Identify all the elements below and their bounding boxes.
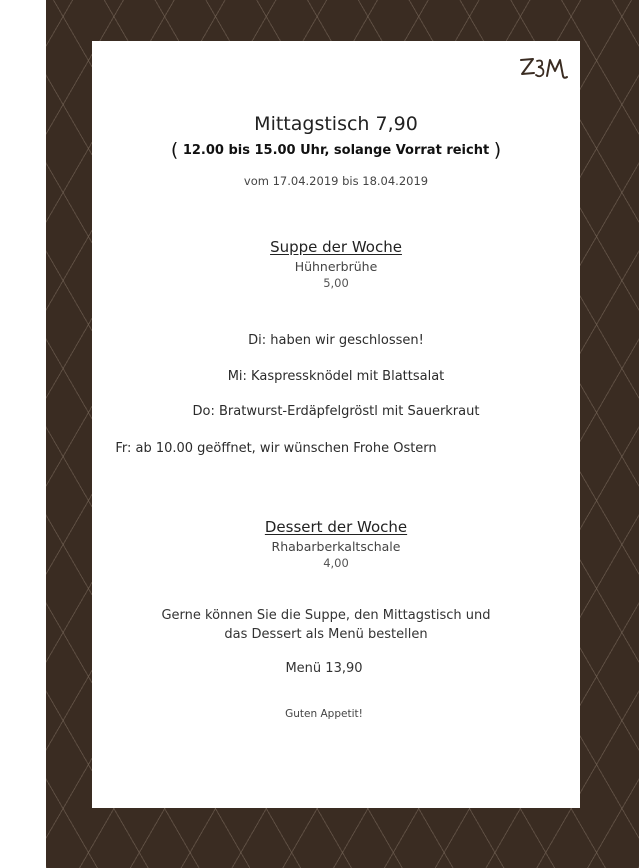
hours-paren-open: (: [170, 139, 179, 161]
menu-sheet: [92, 41, 580, 808]
dessert-name: Rhabarberkaltschale: [271, 539, 401, 554]
day-tuesday: Di: haben wir geschlossen!: [248, 333, 424, 348]
combo-note-line2: das Dessert als Menü bestellen: [224, 627, 428, 642]
day-wednesday: Mi: Kaspressknödel mit Blattsalat: [227, 369, 445, 384]
soup-price: 5,00: [323, 276, 349, 290]
restaurant-logo: [516, 51, 570, 83]
menu-title: Mittagstisch 7,90: [254, 113, 418, 135]
dessert-price: 4,00: [323, 556, 349, 570]
combo-note-line1: Gerne können Sie die Suppe, den Mittagstisch und: [161, 608, 491, 623]
day-friday: Fr: ab 10.00 geöffnet, wir wünschen Frohe Ostern: [115, 441, 437, 456]
closing-greeting: Guten Appetit!: [285, 708, 363, 720]
soup-heading: Suppe der Woche: [270, 238, 402, 256]
hours-paren-close: ): [493, 139, 502, 161]
combo-menu-price: Menü 13,90: [285, 661, 363, 676]
valid-dates: vom 17.04.2019 bis 18.04.2019: [243, 174, 429, 188]
soup-name: Hühnerbrühe: [294, 259, 378, 274]
day-thursday: Do: Bratwurst-Erdäpfelgröstl mit Sauerkraut: [192, 404, 480, 419]
serving-hours: [92, 139, 580, 161]
hours-text: 12.00 bis 15.00 Uhr, solange Vorrat reicht: [182, 143, 490, 158]
dessert-heading: Dessert der Woche: [264, 518, 408, 536]
